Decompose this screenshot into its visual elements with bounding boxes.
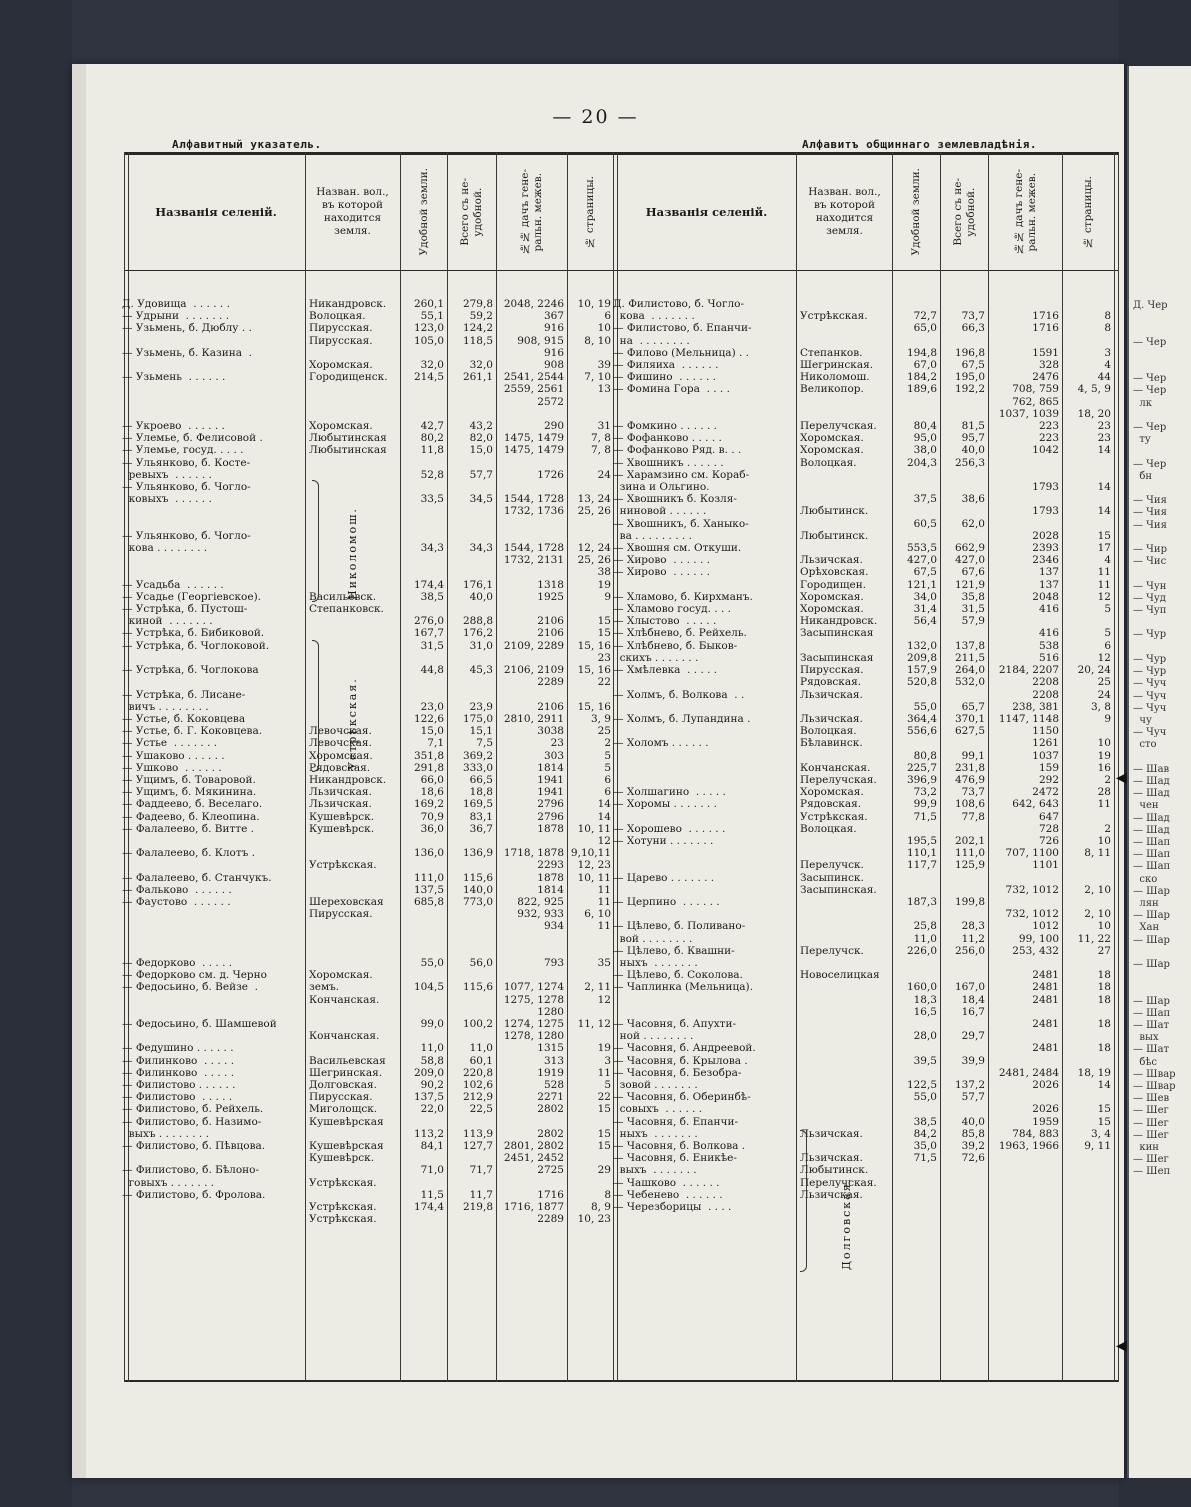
header-volost-left: Назван. вол., въ которой находится земля.	[316, 186, 389, 237]
right-total-values: 73,7 66,3 196,8 67,5 195,0 192,2 81,5 95,7 40,0 256,3 38,6 62,0 662,9 427,0 67,6 121,9 35,8 31,5 57,9 137,8 211,5 264,0 532,0 65,7 370,1 627,5 99,1 231,8 476,9 73,7 108,6 77,8 202,1 111,0 125,9 199,8 28,3 11,2 256,0 167,0 18,4 16,7 29,7 39,9 137,2 57,7 40,0 85,8 39,2 72,6	[954, 310, 985, 1165]
header-volost-right: Назван. вол., въ которой находится земля.	[808, 186, 881, 237]
header-village-left: Названія селеній.	[155, 204, 277, 219]
right-brace-dolgovskaya	[800, 1130, 807, 1272]
left-pages-values: 10, 19 6 10 8, 10 39 7, 10 13 31 7, 8 7, 8 24 13, 24 25, 26 12, 24 25, 26 38 19 9 15 15 15, 16 23 15, 16 22 15, 16 3, 9 25 2 5 5 6 6 14 14 10, 11 12 9,10,11 12, 23 10, 11 11 11 6, 10 11 35 2, 11 12 11, 12 19 3 11 5 22 15 15 15 29 8 8, 9 10, 23	[570, 298, 611, 1226]
right-numbers-values: 1716 1716 1591 328 2476 708, 759 762, 865 1037, 1039 223 223 1042 1793 1793 2028 2393 2346 137 137 2048 416 416 538 516 2184, 2207 2208 2208 238, 381 1147, 1148 1150 1261 1037 159 292 2472 642, 643 647 728 726 707, 1100 1101 732, 1012 732, 1012 1012 99, 100 253, 432 2481 2481 2481 2481 2481 2481, 2484 2026 2026 1959 784, 883 1963, 1966	[998, 310, 1059, 1153]
left-vertical-volost-nikolomosh: Николомош.	[346, 507, 359, 600]
header-pages-left: № страницы.	[584, 175, 596, 249]
left-vertical-volost-ustrekskaya: Устрѣкская.	[346, 677, 359, 770]
left-volost-names: Никандровск. Волоцкая. Пирусская. Пирусская. Хоромская. Городищенск. Хоромская. Любытинская Любытинская Васильевск. Степанковск. Левочская. Левочская. Хоромская. Рядовская. Никандровск. Льзичская. Льзичская. Кушевѣрск. Кушевѣрск. Устрѣкская. Шереховская Пирусская. Хоромская. земъ. Кончанская. Кончанская. Васильевская Шегринская. Долговская. Пирусская. Миголощск. Кушевѣрская Кушевѣрская Кушевѣрск. Устрѣкская. Устрѣкская. Устрѣкская.	[309, 298, 388, 1226]
column-divider	[305, 152, 306, 1382]
right-vertical-volost-dolgovskaya: Долговская.	[840, 1176, 853, 1270]
table-border-right	[1114, 152, 1119, 1382]
right-arable-values: 72,7 65,0 194,8 67,0 184,2 189,6 80,4 95,0 38,0 204,3 37,5 60,5 553,5 427,0 67,5 121,1 34,0 31,4 56,4 132,0 209,8 157,9 520,8 55,0 364,4 556,6 80,8 225,7 396,9 73,2 99,9 71,5 195,5 110,1 117,7 187,3 25,8 11,0 226,0 160,0 18,3 16,5 28,0 39,5 122,5 55,0 38,5 84,2 35,0 71,5	[906, 310, 937, 1165]
right-village-names: Д. Филистово, б. Чогло- кова . . . . . . . — Филистово, б. Епанчи- на . . . . . . . . — Филово (Мельница) . . — Филяиха . . . . . . — Фишино . . . . . . — Фомина Гора . . . . — Фомкино . . . . . . — Фофанково . . . . . — Фофанково Ряд. в. . . — Хвошникъ . . . . . . — Харамзино см. Кораб- зина и Ольгино. — Хвошникъ б. Козля- ниновой . . . . . . — Хвошникъ, б. Ханыко- ва . . . . . . . . . — Хвошня см. Откуши. — Хирово . . . . . . — Хирово . . . . . . — Хламово, б. Кирхманъ. — Хламово госуд. . . . — Хлыстово . . . . . — Хлѣбнево, б. Рейхель. — Хлѣбнево, б. Быков- скихъ . . . . . . . — Хмѣлевка . . . . . — Холмъ, б. Волкова . . — Холмъ, б. Лупандина . — Холомъ . . . . . . — Холшагино . . . . . — Хоромы . . . . . . . — Хорошево . . . . . . — Хотуни . . . . . . . — Царево . . . . . . . — Церпино . . . . . . — Цѣлево, б. Поливано- вой . . . . . . . . — Цѣлево, б. Квашни- ныхъ . . . . . . . — Цѣлево, б. Соколова. — Чаплинка (Мельница). — Часовня, б. Апухти- ной . . . . . . . . — Часовня, б. Андреевой. — Часовня, б. Крылова . — Часовня, б. Безобра- зовой . . . . . . . — Часовня, б. Оберинбѣ- совыхъ . . . . . . — Часовня, б. Епанчи- ныхъ . . . . . . . — Часовня, б. Волкова . — Часовня, б. Еникѣе- выхъ . . . . . . . — Чашково . . . . . . — Чебенево . . . . . . — Черезборицы . . . .	[613, 298, 756, 1214]
header-total-right: Всего съ не- удобной.	[951, 178, 977, 246]
header-arable-right: Удобной земли.	[910, 168, 922, 256]
table-top-rule	[124, 152, 1118, 155]
next-page-edge-text: Д. Чер — Чер — Чер — Чер лк — Чер ту — Чер бн — Чия — Чия — Чия — Чир — Чис — Чун — Чуд — Чуп — Чур — Чур — Чур — Чуч — Чуч — Чуч чу — Чуч сто — Шав — Шад — Шад чен — Шад — Шад — Шап — Шап — Шап ско — Шар лян — Шар Хан — Шар — Шар — Шар — Шап — Шат вых — Шат бѣс — Швар — Швар — Шев — Шег — Шег — Шег кин — Шег — Шеп	[1133, 300, 1176, 1178]
header-numbers-right: №№ дачъ гене- ральн. межев.	[1012, 169, 1038, 255]
page-number: — 20 —	[552, 106, 639, 128]
left-village-names: Д. Удовища . . . . . . — Удрыни . . . . . . . — Узьмень, б. Дюблу . . — Узьмень, б. Казина . — Узьмень . . . . . . — Укроево . . . . . . — Улемье, б. Фелисовой . — Улемье, госуд. . . . . — Ульянково, б. Косте- ревыхъ . . . . . . — Ульянково, б. Чогло- ковыхъ . . . . . . — Ульянково, б. Чогло- кова . . . . . . . . — Усадьба . . . . . . — Усадье (Георгіевское). — Устрѣка, б. Пустош- киной . . . . . . . — Устрѣка, б. Бибиковой. — Устрѣка, б. Чоглоковой. — Устрѣка, б. Чоглокова — Устрѣка, б. Лисане- вичъ . . . . . . . . — Устье, б. Коковцева — Устье, б. Г. Коковцева. — Устье . . . . . . . — Ушаково . . . . . . — Ушково . . . . . . — Ущимъ, б. Товаровой. — Ущимъ, б. Мякинина. — Фаддеево, б. Веселаго. — Фадеево, б. Клеопина. — Фалалеево, б. Витте . — Фалалеево, б. Клотъ . — Фалалеево, б. Станчукъ. — Фальково . . . . . . — Фаустово . . . . . . — Федорково . . . . . — Федорково см. д. Черно — Федосьино, б. Вейзе . — Федосьино, б. Шамшевой — Федушино . . . . . . — Филинково . . . . . — Филинково . . . . . — Филистово . . . . . . — Филистово . . . . . — Филистово, б. Рейхель. — Филистово, б. Назимо- выхъ . . . . . . . . — Филистово, б. Пѣвцова. — Филистово, б. Бѣлоно- говыхъ . . . . . . . — Филистово, б. Фролова.	[122, 298, 277, 1201]
header-numbers-left: №№ дачъ гене- ральн. межев.	[519, 169, 544, 255]
header-arable-left: Удобной земли.	[417, 168, 430, 256]
right-pages-values: 8 8 3 4 44 4, 5, 9 18, 20 23 23 14 14 14 15 17 4 11 11 12 5 5 6 12 20, 24 25 24 3, 8 9 10 19 16 2 28 11 2 10 8, 11 2, 10 2, 10 10 11, 22 27 18 18 18 18 18 18, 19 14 15 15 3, 4 9, 11	[1077, 310, 1111, 1153]
header-pages-right: № страницы.	[1082, 175, 1094, 249]
page-spine-edge	[72, 64, 86, 1478]
margin-arrow-mark: ◀	[1116, 770, 1127, 786]
table-header-rule	[124, 270, 1118, 271]
left-total-values: 279,8 59,2 124,2 118,5 32,0 261,1 43,2 82,0 15,0 57,7 34,5 34,3 176,1 40,0 288,8 176,2 31,0 45,3 23,9 175,0 15,1 7,5 369,2 333,0 66,5 18,8 169,5 83,1 36,7 136,9 115,6 140,0 773,0 56,0 115,6 100,2 11,0 60,1 220,8 102,6 212,9 22,5 113,9 127,7 71,7 11,7 219,8	[462, 298, 493, 1214]
left-brace-nikolomosh	[312, 480, 319, 602]
left-running-header: Алфавитный указатель.	[172, 138, 322, 151]
right-running-header: Алфавитъ общиннаго землевладѣнія.	[802, 138, 1038, 151]
header-total-left: Всего съ не- удобной.	[459, 178, 484, 246]
left-numbers-values: 2048, 2246 367 916 908, 915 916 908 2541, 2544 2559, 2561 2572 290 1475, 1479 1475, 1479 1726 1544, 1728 1732, 1736 1544, 1728 1732, 2131 1318 1925 2106 2106 2109, 2289 2106, 2109 2289 2106 2810, 2911 3038 23 303 1814 1941 1941 2796 2796 1878 1718, 1878 2293 1878 1814 822, 925 932, 933 934 793 1077, 1274 1275, 1278 1280 1274, 1275 1278, 1280 1315 313 1919 528 2271 2802 2802 2801, 2802 2451, 2452 2725 1716 1716, 1877 2289	[503, 298, 564, 1226]
right-volost-names: Устрѣкская. Степанков. Шегринская. Николомош. Великопор. Перелучская. Хоромская. Хоромская. Волоцкая. Любытинск. Любытинск. Льзичская. Орѣховская. Городищен. Хоромская. Хоромская. Никандровск. Засыпинская Засыпинская Пирусская. Рядовская. Льзичская. Льзичская. Волоцкая. Бѣлавинск. Кончанская. Перелучская. Хоромская. Рядовская. Устрѣкская. Волоцкая. Перелучск. Засыпинск. Засыпинская. Перелучск. Новоселицкая Льзичская. Льзичская. Любытинск. Перелучская. Льзичская.	[800, 310, 880, 1201]
header-village-right: Названія селеній.	[645, 204, 768, 219]
margin-arrow-mark: ◀	[1116, 1338, 1127, 1354]
table-bottom-rule	[124, 1380, 1118, 1382]
next-page-edge	[1127, 66, 1191, 1478]
left-brace-ustrekskaya	[312, 640, 319, 772]
background-left	[0, 0, 72, 1507]
left-arable-values: 260,1 55,1 123,0 105,0 32,0 214,5 42,7 80,2 11,8 52,8 33,5 34,3 174,4 38,5 276,0 167,7 31,5 44,8 23,0 122,6 15,0 7,1 351,8 291,8 66,0 18,6 169,2 70,9 36,0 136,0 111,0 137,5 685,8 55,0 104,5 99,0 11,0 58,8 209,0 90,2 137,5 22,0 113,2 84,1 71,0 11,5 174,4	[413, 298, 444, 1214]
